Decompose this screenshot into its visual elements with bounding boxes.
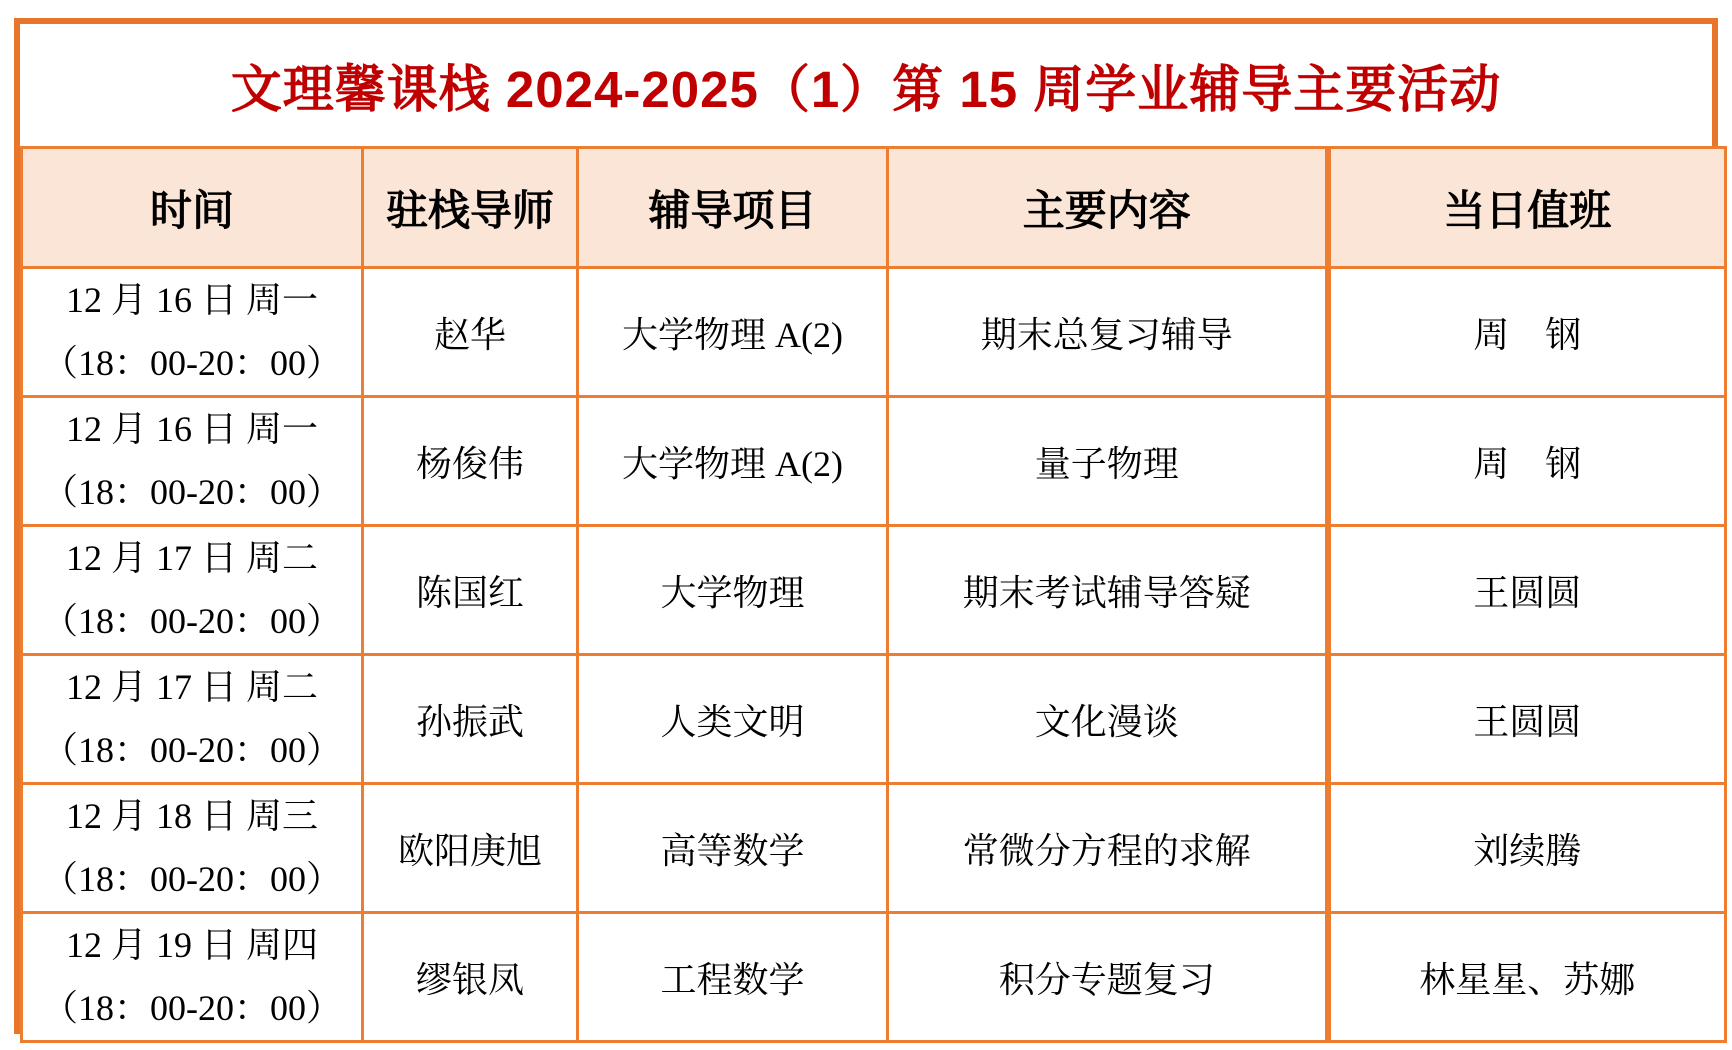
table-row [22, 655, 1726, 784]
col-header-time: 时间 [22, 148, 363, 268]
project-cell: 高等数学 [578, 784, 888, 913]
date-text: 12 月 16 日 周一 [65, 280, 318, 320]
project-cell: 大学物理 [578, 526, 888, 655]
time-cell [22, 655, 363, 784]
tutor-cell: 孙振武 [363, 655, 578, 784]
col-header-project: 辅导项目 [578, 148, 888, 268]
project-cell: 工程数学 [578, 913, 888, 1042]
table-row [22, 397, 1726, 526]
time-cell [22, 268, 363, 397]
tutor-cell: 缪银凤 [363, 913, 578, 1042]
date-text: 12 月 16 日 周一 [65, 409, 318, 449]
duty-cell: 周 钢 [1328, 268, 1726, 397]
date-text: 12 月 19 日 周四 [65, 925, 318, 965]
time-text: （18：00-20：00） [42, 601, 342, 641]
time-cell [22, 397, 363, 526]
tutor-cell: 陈国红 [363, 526, 578, 655]
table-header-row [22, 148, 1726, 268]
duty-cell: 林星星、苏娜 [1328, 913, 1726, 1042]
content-cell: 文化漫谈 [888, 655, 1328, 784]
content-cell: 常微分方程的求解 [888, 784, 1328, 913]
content-cell: 量子物理 [888, 397, 1328, 526]
table-row [22, 913, 1726, 1042]
schedule-document-frame [14, 18, 1718, 1034]
duty-cell: 王圆圆 [1328, 526, 1726, 655]
duty-cell: 周 钢 [1328, 397, 1726, 526]
table-row [22, 526, 1726, 655]
date-text: 12 月 18 日 周三 [65, 796, 318, 836]
duty-cell: 刘续腾 [1328, 784, 1726, 913]
time-text: （18：00-20：00） [42, 988, 342, 1028]
project-cell: 大学物理 A(2) [578, 397, 888, 526]
content-cell: 积分专题复习 [888, 913, 1328, 1042]
time-cell [22, 526, 363, 655]
content-cell: 期末总复习辅导 [888, 268, 1328, 397]
tutor-cell: 赵华 [363, 268, 578, 397]
tutoring-schedule-table [20, 146, 1727, 1043]
col-header-duty: 当日值班 [1328, 148, 1726, 268]
title-section [20, 24, 1712, 146]
col-header-content: 主要内容 [888, 148, 1328, 268]
time-text: （18：00-20：00） [42, 730, 342, 770]
project-cell: 人类文明 [578, 655, 888, 784]
time-text: （18：00-20：00） [42, 859, 342, 899]
duty-cell: 王圆圆 [1328, 655, 1726, 784]
table-row [22, 784, 1726, 913]
date-text: 12 月 17 日 周二 [65, 667, 318, 707]
table-row [22, 268, 1726, 397]
time-text: （18：00-20：00） [42, 472, 342, 512]
content-cell: 期末考试辅导答疑 [888, 526, 1328, 655]
col-header-tutor: 驻栈导师 [363, 148, 578, 268]
page-title: 文理馨课栈 2024-2025（1）第 15 周学业辅导主要活动 [230, 61, 1502, 118]
tutor-cell: 杨俊伟 [363, 397, 578, 526]
time-cell [22, 784, 363, 913]
time-cell [22, 913, 363, 1042]
project-cell: 大学物理 A(2) [578, 268, 888, 397]
tutor-cell: 欧阳庚旭 [363, 784, 578, 913]
date-text: 12 月 17 日 周二 [65, 538, 318, 578]
time-text: （18：00-20：00） [42, 343, 342, 383]
